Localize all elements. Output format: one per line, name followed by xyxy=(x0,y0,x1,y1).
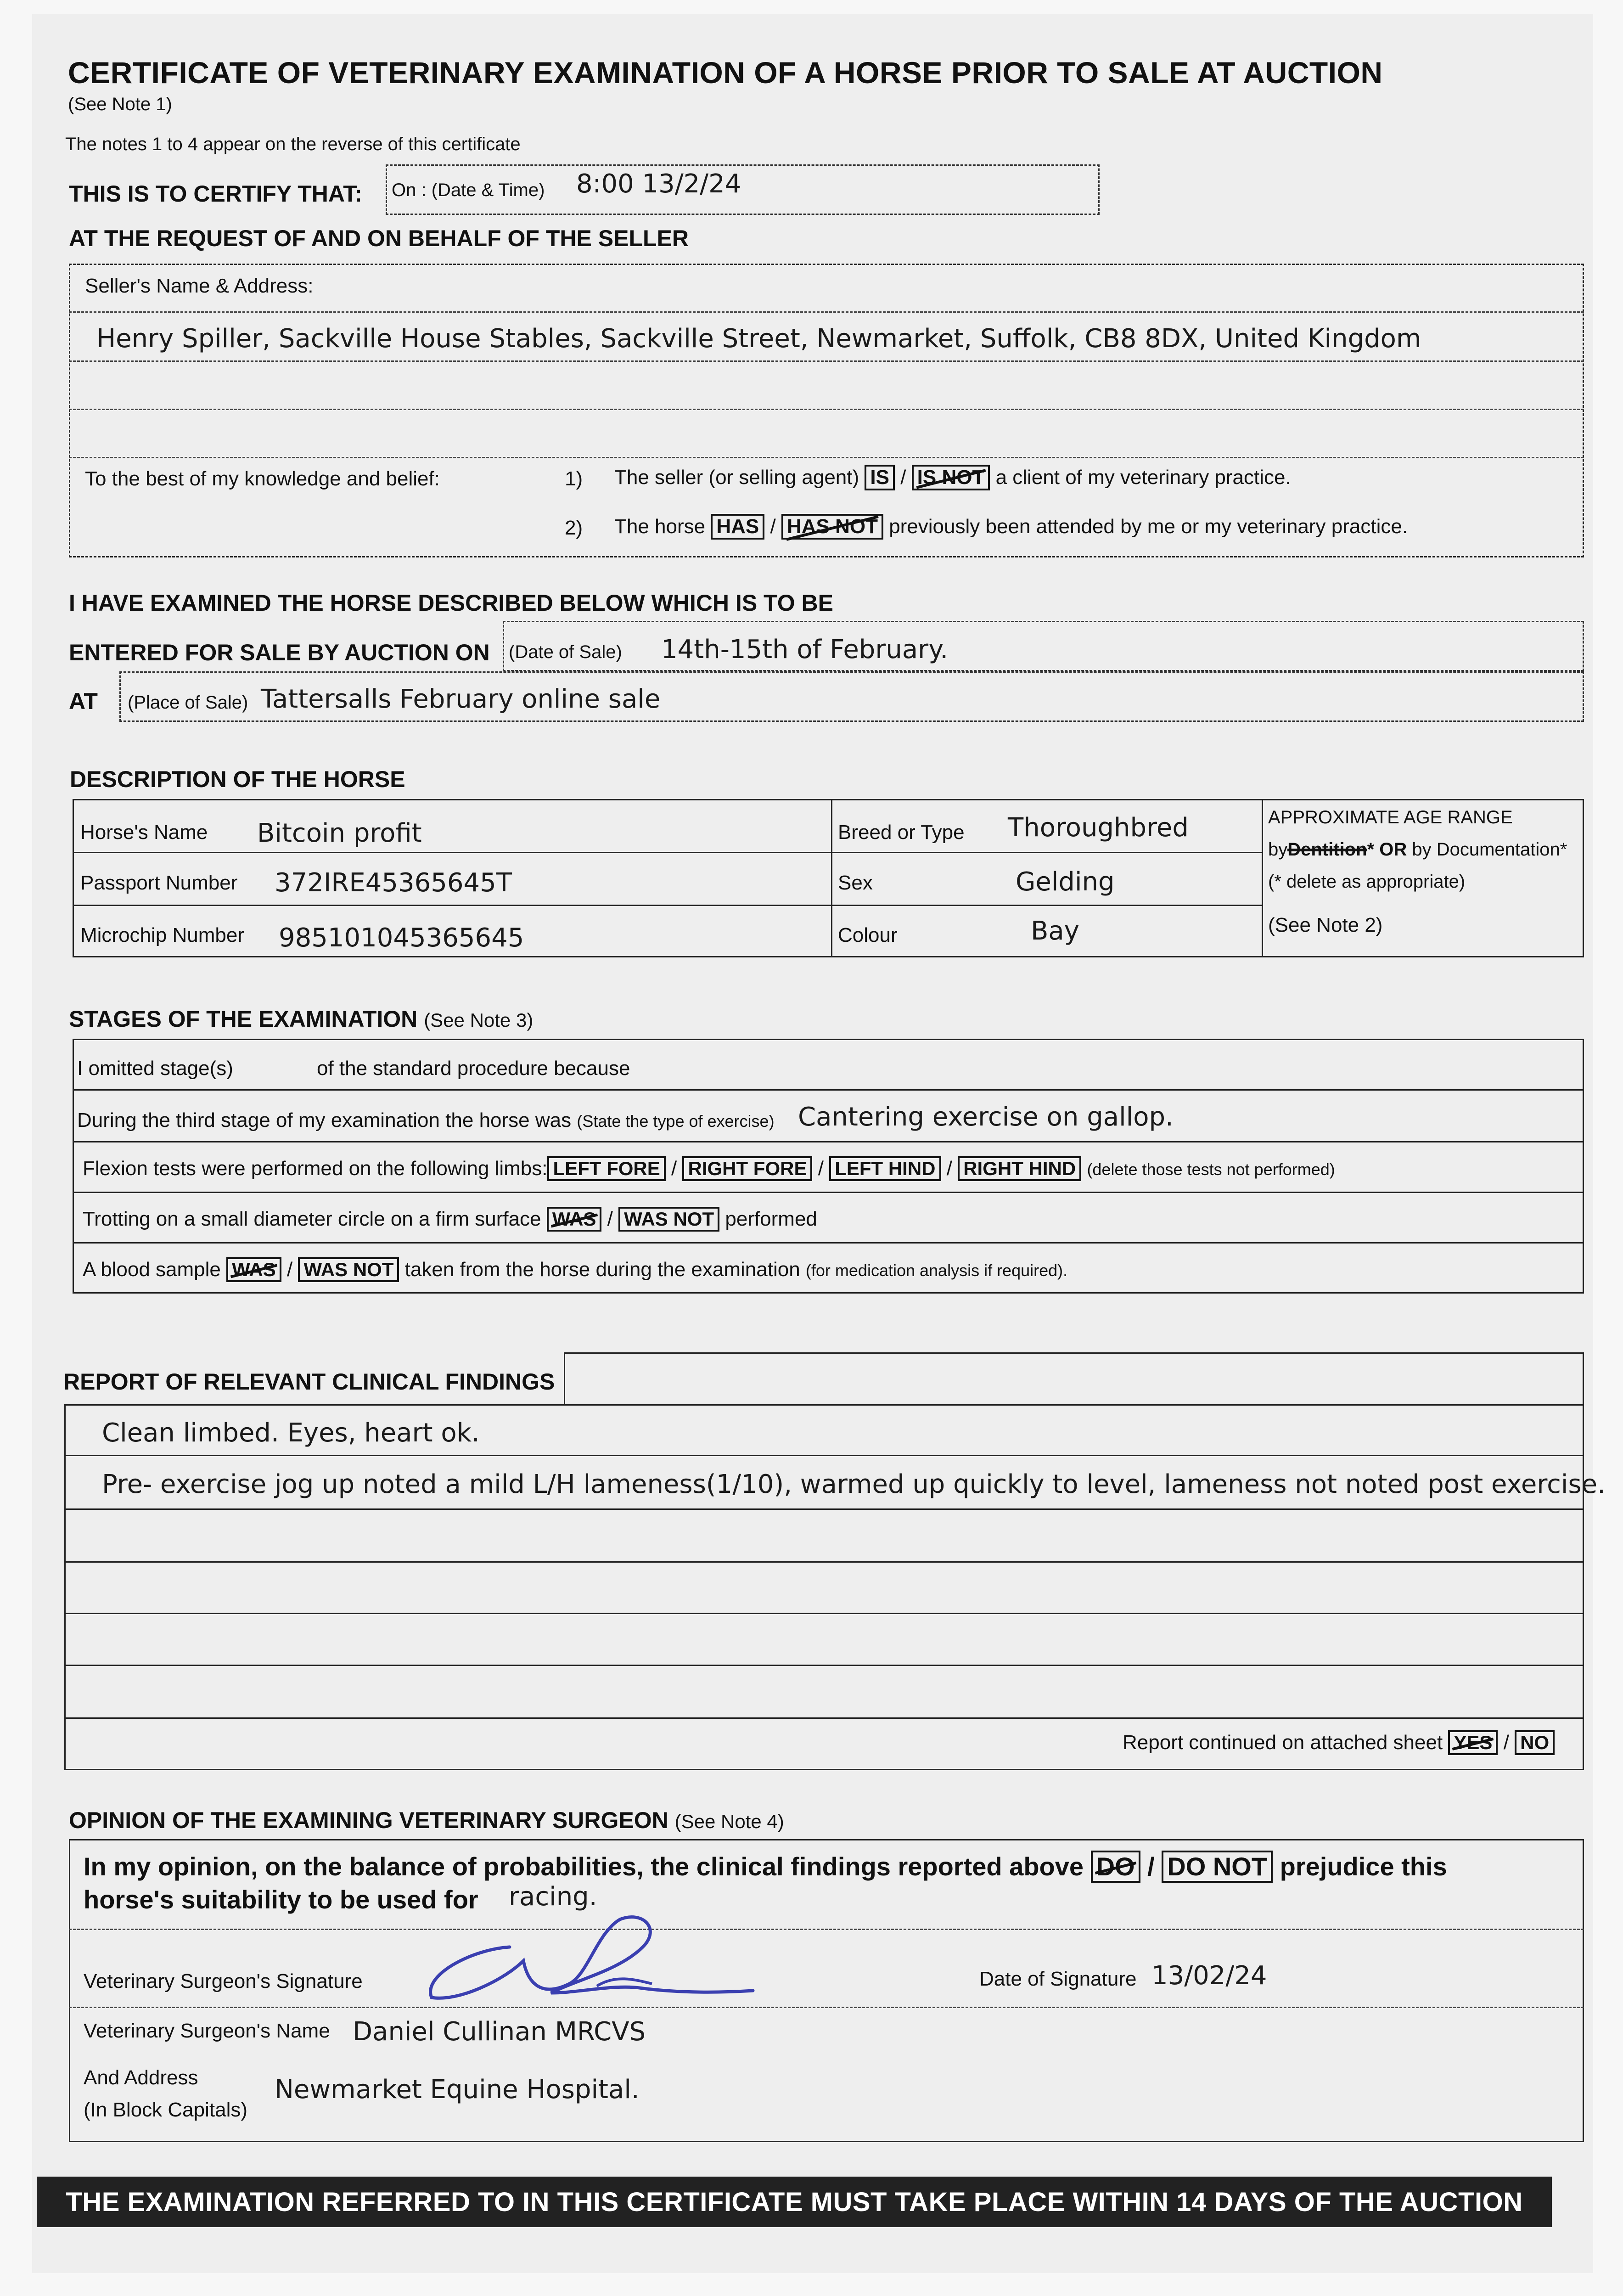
report-line-2: Pre- exercise jog up noted a mild L/H lameness(1/10), warmed up quickly to level, lameness not noted post exercise. xyxy=(102,1469,1606,1499)
client-is-option[interactable]: IS xyxy=(865,465,895,490)
page-title: CERTIFICATE OF VETERINARY EXAMINATION OF A HORSE PRIOR TO SALE AT AUCTION xyxy=(68,56,1383,90)
passport-label: Passport Number xyxy=(80,872,238,894)
attended-has-option[interactable]: HAS xyxy=(711,514,764,540)
third-stage-row: During the third stage of my examination the horse was (State the type of exercise) xyxy=(77,1109,775,1131)
date-signature-value: 13/02/24 xyxy=(1151,1961,1267,1991)
item2-number: 2) xyxy=(565,517,583,539)
passport-value: 372IRE45365645T xyxy=(275,868,512,898)
seller-section xyxy=(69,264,1584,557)
sale-date-value: 14th-15th of February. xyxy=(661,635,949,664)
see-note-1: (See Note 1) xyxy=(68,94,172,114)
signature-label: Veterinary Surgeon's Signature xyxy=(84,1970,363,1992)
prejudice-do-option[interactable]: DO xyxy=(1091,1851,1140,1883)
colour-value: Bay xyxy=(1031,916,1079,946)
notes-line: The notes 1 to 4 appear on the reverse of this certificate xyxy=(65,134,521,154)
report-heading: REPORT OF RELEVANT CLINICAL FINDINGS xyxy=(63,1369,555,1395)
blood-was-not-option[interactable]: WAS NOT xyxy=(298,1257,399,1282)
omitted-label: I omitted stage(s) xyxy=(77,1057,233,1080)
age-range-options: byDentition * OR by Documentation* xyxy=(1268,839,1567,860)
address-value: Newmarket Equine Hospital. xyxy=(275,2075,640,2105)
microchip-value: 985101045365645 xyxy=(279,923,524,953)
examined-line: I HAVE EXAMINED THE HORSE DESCRIBED BELOW WHICH IS TO BE xyxy=(69,590,833,616)
continued-no-option[interactable]: NO xyxy=(1515,1730,1555,1755)
stages-heading: STAGES OF THE EXAMINATION (See Note 3) xyxy=(69,1006,534,1032)
item2-pre: The horse xyxy=(614,515,706,538)
item1-pre: The seller (or selling agent) xyxy=(614,466,859,489)
opinion-heading: OPINION OF THE EXAMINING VETERINARY SURGEON (See Note 4) xyxy=(69,1807,784,1833)
client-is-not-option[interactable]: IS NOT xyxy=(912,465,990,490)
report-line-1: Clean limbed. Eyes, heart ok. xyxy=(102,1418,480,1448)
seller-name-value: Henry Spiller, Sackville House Stables, Sackville Street, Newmarket, Suffolk, CB8 8DX, United Kingdom xyxy=(96,324,1421,354)
date-time-value: 8:00 13/2/24 xyxy=(576,169,741,199)
item1-row: The seller (or selling agent) IS / IS NOT a client of my veterinary practice. xyxy=(614,465,1291,490)
omitted-because: of the standard procedure because xyxy=(317,1057,630,1080)
prejudice-do-not-option[interactable]: DO NOT xyxy=(1162,1851,1273,1883)
blood-row: A blood sample WAS / WAS NOT taken from the horse during the examination (for medication analysis if required). xyxy=(83,1257,1067,1282)
third-stage-value: Cantering exercise on gallop. xyxy=(798,1102,1174,1132)
trotting-was-not-option[interactable]: WAS NOT xyxy=(618,1207,719,1232)
footer-banner: THE EXAMINATION REFERRED TO IN THIS CERTIFICATE MUST TAKE PLACE WITHIN 14 DAYS OF THE AUCTION xyxy=(37,2177,1552,2227)
certify-label: THIS IS TO CERTIFY THAT: xyxy=(69,181,362,207)
vet-name-label: Veterinary Surgeon's Name xyxy=(84,2020,330,2042)
address-label: And Address xyxy=(84,2066,198,2089)
colour-label: Colour xyxy=(838,924,898,946)
flexion-row: Flexion tests were performed on the following limbs: LEFT FORE / RIGHT FORE / LEFT HIND / RIGHT HIND (delete those tests not performed) xyxy=(83,1156,1335,1181)
item1-number: 1) xyxy=(565,467,583,490)
sex-label: Sex xyxy=(838,872,873,894)
left-hind-option[interactable]: LEFT HIND xyxy=(829,1156,941,1181)
age-range-title: APPROXIMATE AGE RANGE xyxy=(1268,807,1513,827)
sale-date-line: ENTERED FOR SALE BY AUCTION ON xyxy=(69,640,490,665)
suitability-line: horse's suitability to be used for xyxy=(84,1885,478,1914)
sex-value: Gelding xyxy=(1016,867,1115,897)
right-fore-option[interactable]: RIGHT FORE xyxy=(682,1156,812,1181)
trotting-was-option[interactable]: WAS xyxy=(547,1207,602,1232)
horse-name-label: Horse's Name xyxy=(80,821,208,844)
description-heading: DESCRIPTION OF THE HORSE xyxy=(70,766,405,792)
age-see-note: (See Note 2) xyxy=(1268,914,1383,936)
knowledge-label: To the best of my knowledge and belief: xyxy=(85,467,440,490)
sale-date-label: (Date of Sale) xyxy=(509,642,622,662)
address-sub-label: (In Block Capitals) xyxy=(84,2099,248,2121)
dentition-struck[interactable]: Dentition xyxy=(1287,839,1367,860)
breed-value: Thoroughbred xyxy=(1008,813,1189,843)
suitability-value: racing. xyxy=(509,1882,597,1912)
opinion-statement: In my opinion, on the balance of probabilities, the clinical findings reported above DO / DO NOT prejudice this xyxy=(84,1851,1447,1883)
item2-post: previously been attended by me or my veterinary practice. xyxy=(889,515,1408,538)
blood-was-option[interactable]: WAS xyxy=(226,1257,281,1282)
attended-has-not-option[interactable]: HAS NOT xyxy=(781,514,883,540)
sale-place-label: (Place of Sale) xyxy=(128,692,248,713)
item2-row: The horse HAS / HAS NOT previously been attended by me or my veterinary practice. xyxy=(614,514,1408,540)
right-hind-option[interactable]: RIGHT HIND xyxy=(958,1156,1081,1181)
continued-yes-option[interactable]: YES xyxy=(1448,1730,1498,1755)
report-continued-row: Report continued on attached sheet YES / NO xyxy=(1123,1730,1555,1755)
date-signature-label: Date of Signature xyxy=(979,1968,1137,1990)
item1-post: a client of my veterinary practice. xyxy=(995,466,1291,489)
trotting-row: Trotting on a small diameter circle on a firm surface WAS / WAS NOT performed xyxy=(83,1207,817,1232)
left-fore-option[interactable]: LEFT FORE xyxy=(547,1156,665,1181)
signature-scribble xyxy=(404,1906,762,2011)
horse-name-value: Bitcoin profit xyxy=(257,818,422,848)
report-box xyxy=(64,1404,1584,1770)
vet-name-value: Daniel Cullinan MRCVS xyxy=(353,2017,646,2047)
place-at-label: AT xyxy=(69,688,98,714)
microchip-label: Microchip Number xyxy=(80,924,244,946)
age-delete-note: (* delete as appropriate) xyxy=(1268,872,1466,892)
sale-place-value: Tattersalls February online sale xyxy=(261,684,661,714)
request-line: AT THE REQUEST OF AND ON BEHALF OF THE SELLER xyxy=(69,225,689,251)
date-time-label: On : (Date & Time) xyxy=(392,180,545,200)
breed-label: Breed or Type xyxy=(838,821,965,844)
seller-name-label: Seller's Name & Address: xyxy=(85,275,314,297)
